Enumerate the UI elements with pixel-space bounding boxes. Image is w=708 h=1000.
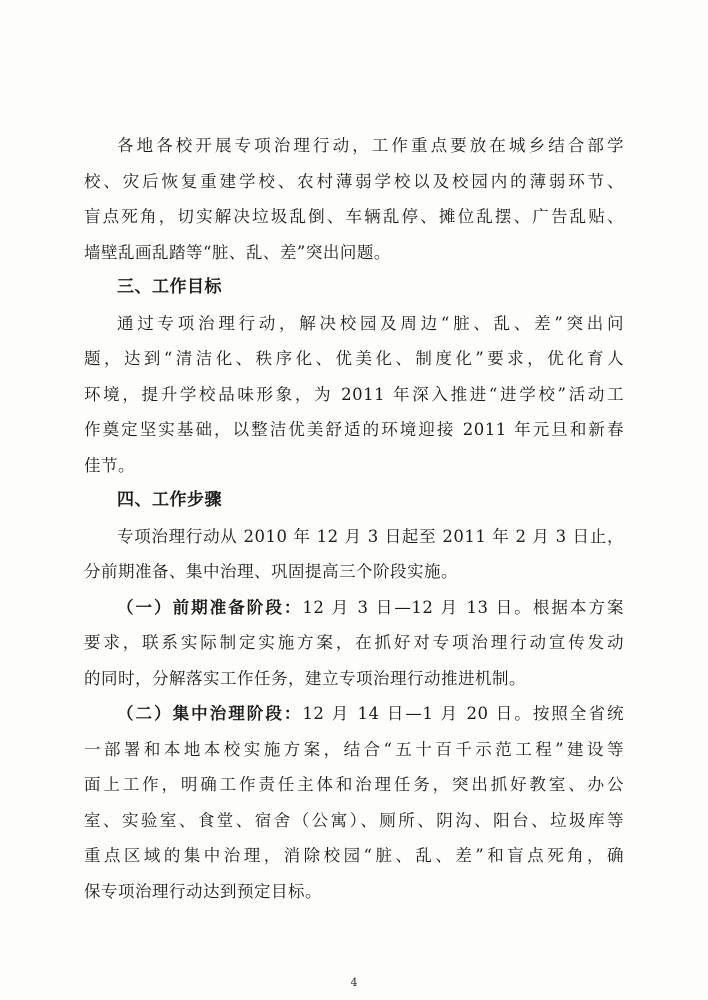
text-line: 盲点死角，切实解决垃圾乱倒、车辆乱停、摊位乱摆、广告乱贴、 [84, 207, 624, 226]
text-line: 分前期准备、集中治理、巩固提高三个阶段实施。 [84, 562, 458, 581]
text-line: 各地各校开展专项治理行动，工作重点要放在城乡结合部学 [117, 136, 624, 155]
stage-lead: （一）前期准备阶段： [117, 597, 303, 617]
paragraph-steps [84, 519, 624, 590]
text-line: 要求，联系实际制定实施方案，在抓好对专项治理行动宣传发动 [84, 633, 624, 652]
text-line: 保专项治理行动达到预定目标。 [84, 881, 322, 901]
text-line: 作奠定坚实基础，以整洁优美舒适的环境迎接 2011 年元旦和新春 [84, 420, 624, 439]
page-number: 4 [350, 976, 358, 989]
text-line: 环境，提升学校品味形象，为 2011 年深入推进“进学校”活动工 [84, 384, 624, 404]
text-line: 面上工作，明确工作责任主体和治理任务，突出抓好教室、办公 [84, 775, 624, 794]
stage-text: 12 月 14 日—1 月 20 日。按照全省统 [302, 704, 624, 723]
text-line: 室、实验室、食堂、宿舍（公寓）、厕所、阴沟、阳台、垃圾库等 [84, 810, 624, 830]
text-line: 通过专项治理行动，解决校园及周边“脏、乱、差”突出问 [117, 313, 624, 333]
text-line: 一部署和本地本校实施方案，结合“五十百千示范工程”建设等 [84, 739, 624, 759]
stage-text: 12 月 3 日—12 月 13 日。根据本方案 [302, 597, 624, 617]
text-line: 的同时，分解落实工作任务，建立专项治理行动推进机制。 [84, 668, 526, 688]
stage-lead: （二）集中治理阶段： [117, 704, 303, 723]
text-line [84, 590, 624, 626]
paragraph-focus-areas [84, 128, 624, 270]
text-line: 重点区域的集中治理，消除校园“脏、乱、差”和盲点死角，确 [84, 846, 624, 865]
text-line: 题，达到“清洁化、秩序化、优美化、制度化”要求，优化育人 [84, 349, 624, 368]
section-heading-steps: 四、工作步骤 [117, 490, 222, 510]
paragraph-stage-preparation [84, 590, 624, 697]
section-heading-goals: 三、工作目标 [117, 277, 222, 297]
text-line: 校、灾后恢复重建学校、农村薄弱学校以及校园内的薄弱环节、 [84, 171, 624, 191]
text-line: 墙壁乱画乱踏等“脏、乱、差”突出问题。 [84, 242, 391, 262]
body-text [84, 128, 624, 909]
text-line: 佳节。 [84, 455, 135, 475]
paragraph-stage-concentrated [84, 696, 624, 909]
text-line: 专项治理行动从 2010 年 12 月 3 日起至 2011 年 2 月 3 日止， [117, 526, 624, 546]
paragraph-goals [84, 306, 624, 484]
text-line [84, 696, 624, 732]
